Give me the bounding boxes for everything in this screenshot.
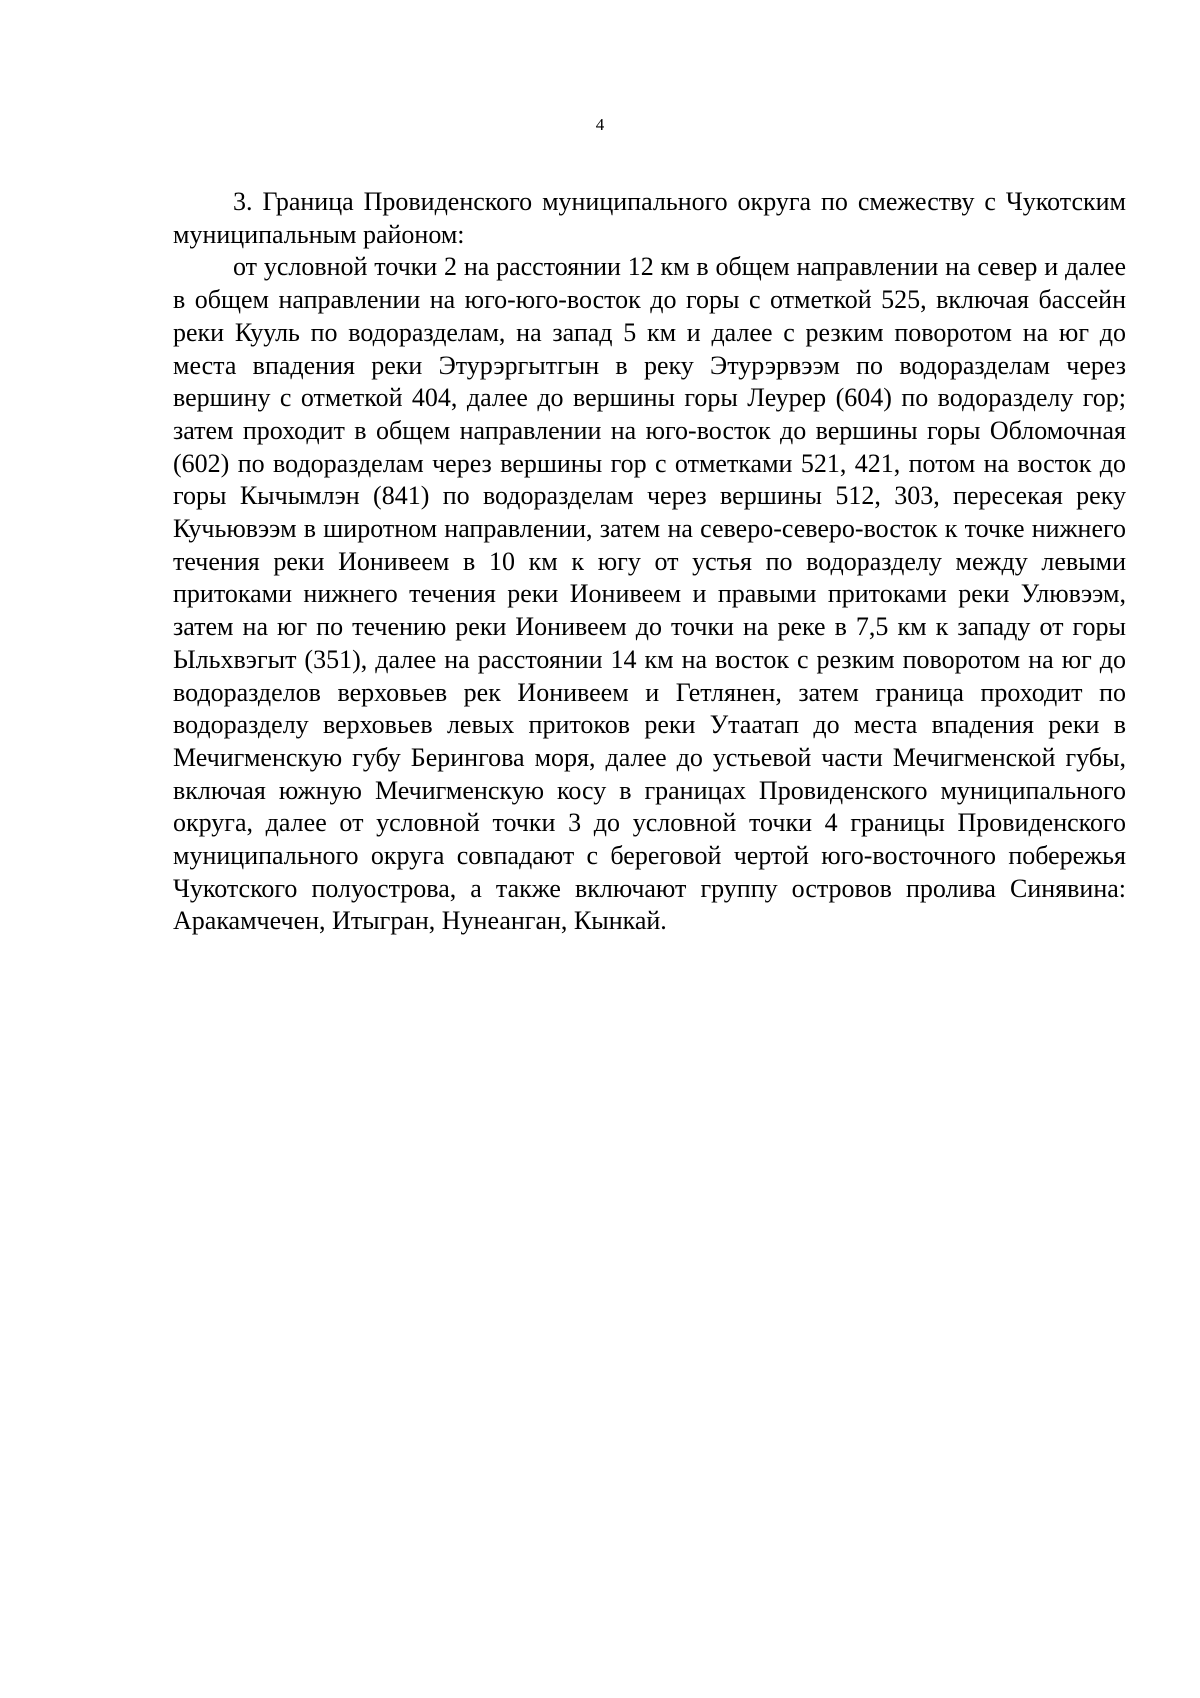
page-number: 4 — [595, 115, 605, 134]
section-3-heading-paragraph: 3. Граница Провиденского муниципального округа по смежеству с Чукотским муниципальным районом: — [173, 187, 1126, 249]
section-3-boundary-description: от условной точки 2 на расстоянии 12 км в общем направлении на север и далее в общем направлении на юго-юго-восток до горы с отметкой 525, включая бассейн реки Кууль по водоразделам, на запад 5 км и далее с резким поворотом на юг до места впадения реки Этурэргытгын в реку Этурэрвээм по водоразделам через вершину с отметкой 404, далее до вершины горы Леурер (604) по водоразделу гор; затем проходит в общем направлении на юго-восток до вершины горы Обломочная (602) по водоразделам через вершины гор с отметками 521, 421, потом на восток до горы Кычымлэн (841) по водоразделам через вершины 512, 303, пересекая реку Кучьювээм в широтном направлении, затем на северо-северо-восток к точке нижнего течения реки Ионивеем в 10 км к югу от устья по водоразделу между левыми притоками нижнего течения реки Ионивеем и правыми притоками реки Улювээм, затем на юг по течению реки Ионивеем до точки на реке в 7,5 км к западу от горы Ыльхвэгыт (351), далее на расстоянии 14 км на восток с резким поворотом на юг до водоразделов верховьев рек Ионивеем и Гетлянен, затем граница проходит по водоразделу верховьев левых притоков реки Утаатап до места впадения реки в Мечигменскую губу Берингова моря, далее до устьевой части Мечигменской губы, включая южную Мечигменскую косу в границах Провиденского муниципального округа, далее от условной точки 3 до условной точки 4 границы Провиденского муниципального округа совпадают с береговой чертой юго-восточного побережья Чукотского полуострова, а также включают группу островов пролива Синявина: Аракамчечен, Итыгран, Нунеанган, Кынкай. — [173, 252, 1126, 936]
document-body — [173, 186, 1126, 938]
